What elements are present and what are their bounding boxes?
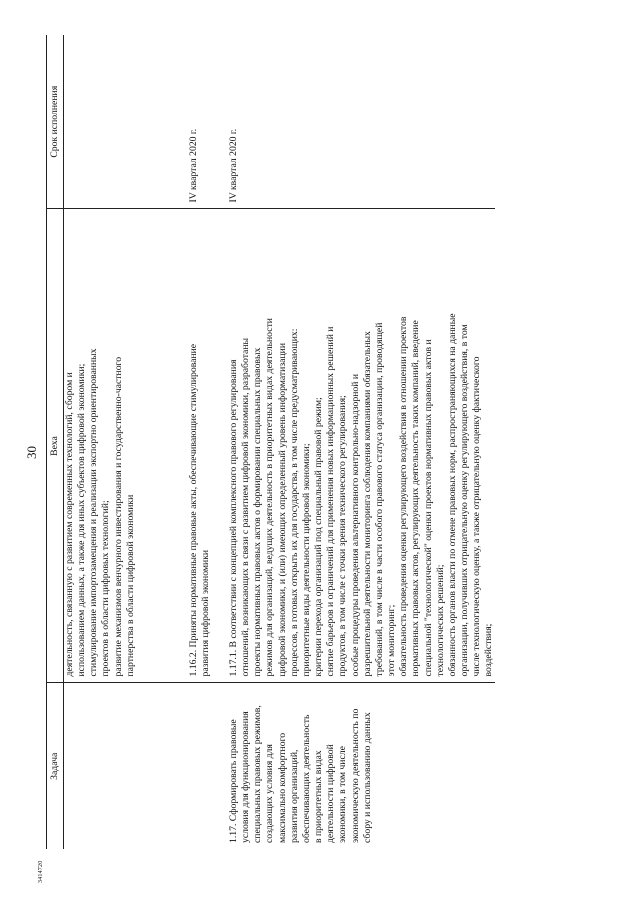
text-line: цифровой экономики, и (или) имеющих определенный уровень информатизации — [276, 342, 288, 677]
text-line: числе технологическую оценку, а также отрицательную оценку фактического — [471, 356, 483, 677]
text-line: технологических решений; — [434, 564, 446, 677]
text-line: в приоритетных видах — [313, 750, 325, 843]
text-line: развития организаций, — [288, 749, 300, 843]
text-line: воздействия; — [483, 623, 495, 677]
milestone-cell-continuation — [64, 209, 189, 683]
text-line: процессов, в готовых открыть их для государства, в том числе предусматривающих: — [288, 328, 300, 677]
header-deadline: Срок исполнения — [47, 35, 64, 209]
task-cell-117 — [228, 683, 495, 849]
text-line: развитие механизмов венчурного инвестирования и государственно-частного — [112, 356, 124, 677]
text-line: стимулирование импортозамещения и реализации экспортно ориентированных — [88, 348, 100, 677]
text-line: разрешительной деятельности мониторинга соблюдения компаниями обязательных — [361, 331, 373, 677]
text-line: сбору и использованию данных — [361, 712, 373, 843]
document-code: 3414720 — [38, 860, 44, 883]
text-line: экономическую деятельность по — [349, 708, 361, 843]
text-line: отношений, возникающих в связи с развитием цифровой экономики, разработаны — [240, 337, 252, 677]
text-line: нормативных правовых актов, регулирующих деятельность таких компаний, введение — [410, 320, 422, 677]
text-line: 1.17.1. В соответствии с концепцией комплексного правового регулирования — [228, 359, 239, 677]
text-line: обязательность проведения оценки регулирующего воздействия в отношении проектов — [398, 316, 410, 677]
text-line: развития цифровой экономики — [200, 549, 212, 677]
text-line: проектов в области цифровых технологий; — [100, 500, 112, 677]
text-line: обеспечивающих деятельность — [300, 714, 312, 843]
text-line: специальных правовых режимов, — [252, 705, 264, 843]
task-cell-empty — [188, 683, 228, 849]
text-line: организации, получивших отрицательную оценку регулирующего воздействия, в том — [458, 324, 470, 677]
text-line: использованием данных, а также для иных субъектов цифровой экономики; — [76, 363, 88, 677]
text-line: приоритетные виды деятельности цифровой экономики; — [300, 443, 312, 677]
text-line: требований, в том числе в части особого правового статуса организации, проводящей — [373, 322, 385, 677]
text-line: условия для функционирования — [240, 711, 252, 843]
task-cell-empty — [64, 683, 189, 849]
text-line: 1.17. Сформировать правовые — [228, 719, 239, 843]
header-task: Задача — [47, 683, 64, 849]
deadline-cell-1162: IV квартал 2020 г. — [188, 35, 228, 209]
milestone-cell-1171 — [228, 209, 495, 683]
text-line: снятие барьеров и ограничений для применения новых информационных решений и — [325, 326, 337, 677]
table-header-row — [47, 35, 64, 849]
text-line: особые процедуры проведения альтернативного контрольно-надзорной и — [349, 373, 361, 677]
page-number: 30 — [24, 446, 39, 459]
plan-table — [46, 35, 495, 849]
text-line: этот мониторинг; — [386, 604, 398, 677]
text-line: проекты нормативных правовых актов о формировании специальных правовых — [252, 347, 264, 677]
text-line: режимов для организаций, ведущих деятельность в приоритетных видах деятельности — [264, 318, 276, 677]
text-line: деятельность, связанную с развитием современных технологий, сбором и — [64, 372, 75, 677]
header-milestone: Веха — [47, 209, 64, 683]
table-row-117 — [228, 35, 495, 849]
deadline-cell-1171: IV квартал 2020 г. — [228, 35, 495, 209]
table-row-1162 — [188, 35, 228, 849]
table-row-continuation — [64, 35, 189, 849]
text-line: деятельности цифровой — [325, 744, 337, 843]
text-line: экономики, в том числе — [337, 746, 349, 843]
text-line: критерии перехода организаций под специальный правовой режим; — [313, 397, 325, 677]
deadline-cell-empty — [64, 35, 189, 209]
text-line: создающих условия для — [264, 744, 276, 843]
text-line: специальной "технологической" оценки проектов нормативных правовых актов и — [422, 339, 434, 677]
milestone-cell-1162 — [188, 209, 228, 683]
text-line: партнерства в области цифровой экономики — [124, 494, 136, 677]
text-line: продуктов, в том числе с точки зрения технического регулирования; — [337, 395, 349, 677]
text-line: максимально комфортного — [276, 732, 288, 843]
text-line: обязанность органов власти по отмене правовых норм, распространяющихся на данные — [446, 313, 458, 677]
text-line: 1.16.2. Приняты нормативные правовые акты, обеспечивающие стимулирование — [188, 343, 199, 677]
